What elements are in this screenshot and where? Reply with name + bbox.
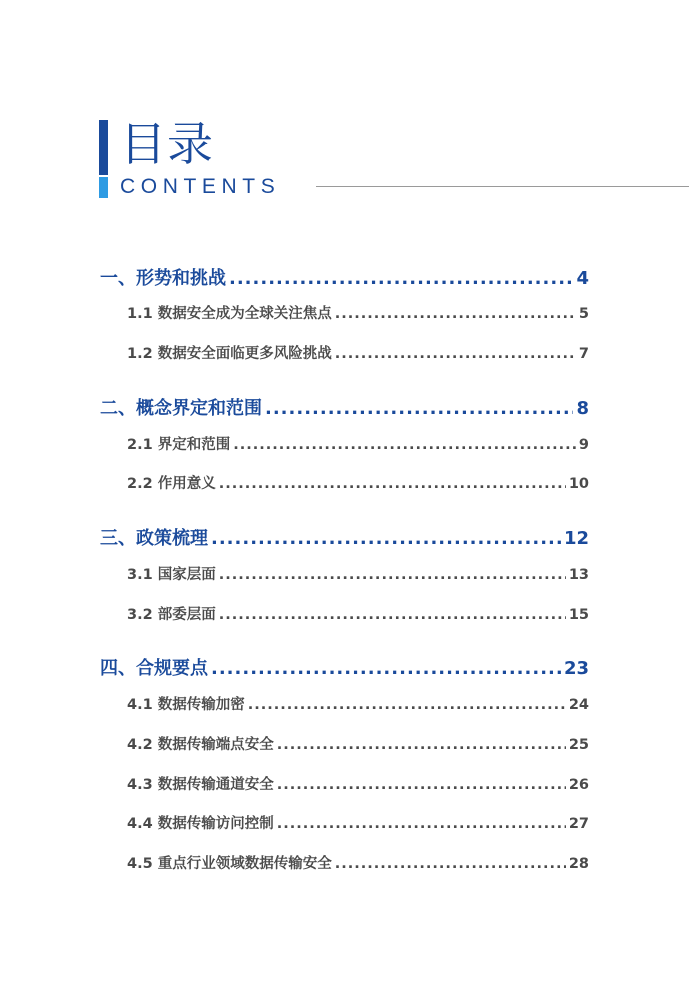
toc-entry-4-2[interactable] xyxy=(127,733,589,755)
toc-page-number: 7 xyxy=(578,346,589,362)
toc-page-number: 24 xyxy=(568,697,589,713)
toc-leader xyxy=(211,658,561,679)
toc-page-number: 12 xyxy=(563,528,589,549)
toc-label: 二、概念界定和范围 xyxy=(100,398,262,419)
toc-leader xyxy=(233,437,576,453)
toc-label: 3.2 部委层面 xyxy=(127,607,216,623)
toc-entry-4-3[interactable] xyxy=(127,773,589,795)
toc-leader xyxy=(219,567,566,583)
page-title: 目录 xyxy=(120,117,214,171)
page-subtitle: CONTENTS xyxy=(120,175,281,198)
toc-page-number: 26 xyxy=(568,777,589,793)
toc-entry-3-1[interactable] xyxy=(127,563,589,585)
toc-leader xyxy=(335,306,576,322)
toc-label: 4.3 数据传输通道安全 xyxy=(127,777,274,793)
toc-leader xyxy=(219,476,566,492)
toc-leader xyxy=(335,856,566,872)
toc-page-number: 28 xyxy=(568,856,589,872)
title-accent-bar xyxy=(99,120,108,175)
toc-leader xyxy=(265,398,573,419)
toc-label: 4.2 数据传输端点安全 xyxy=(127,737,274,753)
toc-entry-4-5[interactable] xyxy=(127,852,589,874)
toc-label: 四、合规要点 xyxy=(100,658,208,679)
toc-leader xyxy=(277,737,566,753)
toc-entry-3-2[interactable] xyxy=(127,603,589,625)
toc-page-number: 5 xyxy=(578,306,589,322)
toc-page-number: 25 xyxy=(568,737,589,753)
toc-page-number: 15 xyxy=(568,607,589,623)
toc-page-number: 27 xyxy=(568,816,589,832)
toc-page-number: 23 xyxy=(563,658,589,679)
toc-label: 4.4 数据传输访问控制 xyxy=(127,816,274,832)
toc-leader xyxy=(277,816,566,832)
toc-entry-1-2[interactable] xyxy=(127,342,589,364)
toc-label: 4.5 重点行业领域数据传输安全 xyxy=(127,856,332,872)
toc-page-number: 4 xyxy=(576,268,589,289)
toc-leader xyxy=(248,697,566,713)
toc-label: 一、形势和挑战 xyxy=(100,268,226,289)
toc-leader xyxy=(211,528,561,549)
toc-entry-1-1[interactable] xyxy=(127,302,589,324)
toc-label: 2.1 界定和范围 xyxy=(127,437,231,453)
toc-section-4[interactable] xyxy=(100,654,589,680)
subtitle-accent-bar xyxy=(99,177,108,198)
toc-section-3[interactable] xyxy=(100,524,589,550)
toc-entry-2-1[interactable] xyxy=(127,433,589,455)
toc-label: 2.2 作用意义 xyxy=(127,476,216,492)
toc-leader xyxy=(229,268,573,289)
page-header xyxy=(0,0,689,210)
toc-page-number: 8 xyxy=(576,398,589,419)
toc-leader xyxy=(277,777,566,793)
header-divider xyxy=(316,186,689,187)
toc-section-1[interactable] xyxy=(100,264,589,290)
toc-leader xyxy=(335,346,576,362)
toc-entry-2-2[interactable] xyxy=(127,472,589,494)
toc-entry-4-1[interactable] xyxy=(127,693,589,715)
toc-leader xyxy=(219,607,566,623)
toc-label: 1.2 数据安全面临更多风险挑战 xyxy=(127,346,332,362)
toc-label: 4.1 数据传输加密 xyxy=(127,697,245,713)
toc-entry-4-4[interactable] xyxy=(127,812,589,834)
toc-page-number: 9 xyxy=(578,437,589,453)
toc-section-2[interactable] xyxy=(100,394,589,420)
toc-label: 1.1 数据安全成为全球关注焦点 xyxy=(127,306,332,322)
toc-page-number: 10 xyxy=(568,476,589,492)
toc-page-number: 13 xyxy=(568,567,589,583)
toc-label: 三、政策梳理 xyxy=(100,528,208,549)
toc-label: 3.1 国家层面 xyxy=(127,567,216,583)
